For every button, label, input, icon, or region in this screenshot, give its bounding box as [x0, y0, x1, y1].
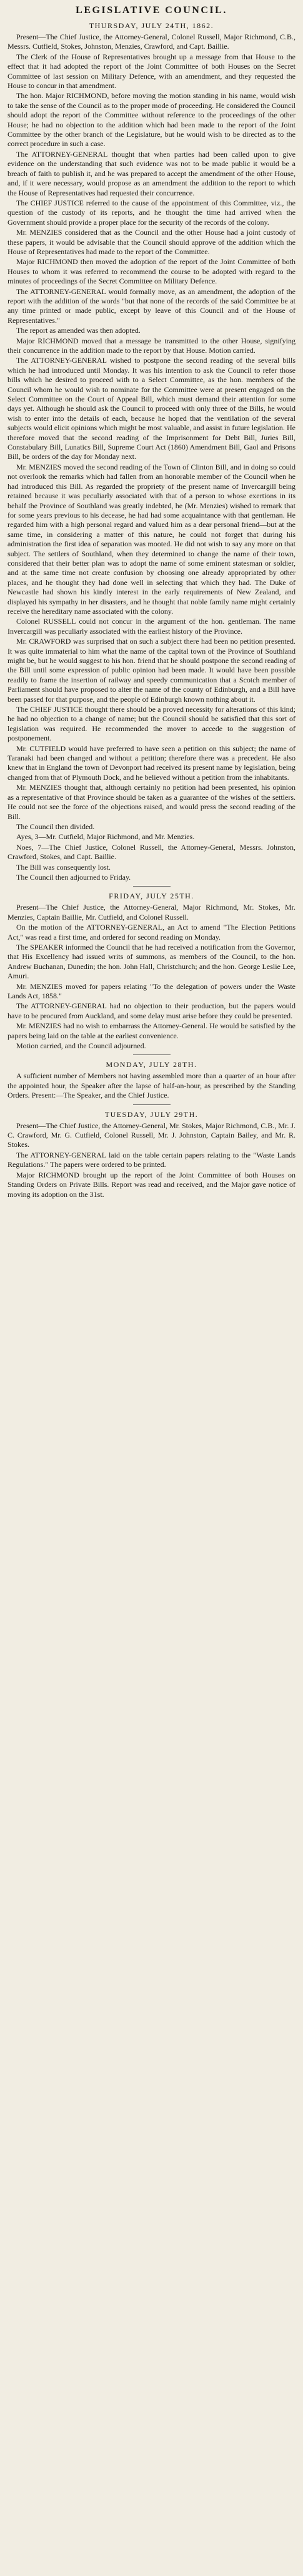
proceedings-paragraph: Noes, 7—The Chief Justice, Colonel Russell, the Attorney-General, Messrs. Johnston, Crawford, Stokes, and Capt. Baillie.: [7, 842, 296, 862]
proceedings-paragraph: Motion carried, and the Council adjourned.: [16, 1041, 146, 1051]
proceedings-paragraph: The Council then adjourned to Friday.: [16, 872, 131, 882]
proceedings-paragraph: Mr. MENZIES moved the second reading of the Town of Clinton Bill, and in doing so could not overlook the remarks which had fallen from an honorable member of the Council when he had introduced this Bill. As regarded the propriety of the present name of Invercargill being retained because it was peculiarly associated with that of a person to whose exertions in its behalf the Province of Southland was greatly indebted, he (Mr. Menzies) wished to remark that for some years previous to his decease, he had had some acquaintance with that gentleman. He regarded him with a high personal regard and valued him as a dear personal friend—but at the same time, in considering a matter of this nature, he could not forget that during his administration the first idea of separation was mooted. He did not wish to say any more on that subject. The settlers of Southland, when they determined to change the name of their town, considered that their better plan was to adopt the name of some eminent statesman or soldier, and at the same time not create confusion by choosing one already appropriated by other places, and he thought they had done well in selecting that which they had. The Duke of Newcastle had shown his kindly interest in the early requirements of New Zealand, and displayed his sympathy in her disasters, and he thought that noble family name might certainly receive the hereditary name associated with the colony.: [7, 462, 296, 616]
proceedings-paragraph: Mr. CRAWFORD was surprised that on such a subject there had been no petition presented. It was quite immaterial to him what the name of the capital town of the Province of Southland might be, but he would suggest to his hon. friend that he should postpone the second reading of the Bill until some expression of public opinion had been made. It would have been possible readily to frame the insertion of railway and speedy communication that a Scotch member of Parliament should have proposed to alter the name of the county of Edinburgh, and a Bill have been passed for that purpose, and the people of Edinburgh known nothing about it.: [7, 637, 296, 704]
proceedings-paragraph: Present—The Chief Justice, the Attorney-General, Colonel Russell, Major Richmond, C.B., Messrs. Cutfield, Stokes, Johnston, Menzies, Crawford, and Capt. Baillie.: [7, 32, 296, 51]
sitting-section: [7, 892, 296, 1051]
section-divider: [133, 886, 171, 887]
proceedings-paragraph: The SPEAKER informed the Council that he had received a notification from the Governor, that His Excellency had issued writs of summons, as members of the Council, to the hon. Andrew Buchanan, Dunedin; the hon. John Hall, Christchurch; and the hon. George Leslie Lee, Amuri.: [7, 942, 296, 981]
section-divider: [133, 1054, 171, 1055]
sitting-section: [7, 1060, 296, 1100]
proceedings-paragraph: Mr. MENZIES moved for papers relating "To the delegation of powers under the Waste Lands Act, 1858.": [7, 981, 296, 1000]
proceedings-paragraph: The Council then divided.: [16, 822, 95, 831]
proceedings-paragraph: Present—The Chief Justice, the Attorney-General, Mr. Stokes, Major Richmond, C.B., Mr. J. C. Crawford, Mr. G. Cutfield, Colonel Russell, Mr. J. Johnston, Captain Bailey, and Mr. R. Stokes.: [7, 1121, 296, 1149]
proceedings-paragraph: Mr. CUTFIELD would have preferred to have seen a petition on this subject; the name of Taranaki had been changed and without a petition; therefore there was a precedent. He also knew that in England the town of Devonport had received its present name by legislation, being changed from that of Plymouth Dock, and he believed without a petition from the inhabitants.: [7, 744, 296, 782]
section-divider: [133, 1104, 171, 1105]
sitting-date-heading: THURSDAY, JULY 24TH, 1862.: [89, 21, 214, 30]
proceedings-paragraph: On the motion of the ATTORNEY-GENERAL, an Act to amend "The Election Petitions Act," was read a first time, and ordered for second reading on Monday.: [7, 923, 296, 941]
proceedings-paragraph: The CHIEF JUSTICE thought there should be a proved necessity for alterations of this kind; he had no objection to a change of name; but the Council should be satisfied that this sort of legislation was required. He recommended the mover to accede to the suggestion of postponement.: [7, 705, 296, 743]
masthead-title: LEGISLATIVE COUNCIL.: [76, 5, 227, 16]
proceedings-paragraph: The CHIEF JUSTICE referred to the cause of the appointment of this Committee, viz., the question of the custody of its reports, and he thought the time had arrived when the Government should provide a proper place for the security of the records of the colony.: [7, 198, 296, 227]
proceedings-paragraph: Colonel RUSSELL could not concur in the argument of the hon. gentleman. The name Invercargill was peculiarly associated with the earliest history of the Province.: [7, 617, 296, 636]
sitting-date-heading: TUESDAY, JULY 29TH.: [104, 1109, 199, 1119]
proceedings-paragraph: Major RICHMOND then moved the adoption of the report of the Joint Committee of both Houses to whom it was referred to recommend the course to be adopted with regard to the minutes of proceedings of the Secret Committee on Military Defence.: [7, 257, 296, 286]
proceedings-paragraph: Ayes, 3—Mr. Cutfield, Major Richmond, and Mr. Menzies.: [16, 832, 195, 842]
proceedings-paragraph: The hon. Major RICHMOND, before moving the motion standing in his name, would wish to take the sense of the Council as to the proper mode of proceeding. He considered the Council should adopt the report of the Committee without reference to the proceedings of the other House; he had no objection to the addition which had been made to the report of the Joint Committee by the other branch of the Legislature, but he would wish to be directed as to the correct procedure in such a case.: [7, 91, 296, 149]
proceedings: [7, 21, 296, 1199]
proceedings-paragraph: Major RICHMOND brought up the report of the Joint Committee of both Houses on Standing Orders on Private Bills. Report was read and received, and the Major gave notice of moving its adoption on the 31st.: [7, 1170, 296, 1199]
proceedings-paragraph: The Bill was consequently lost.: [16, 862, 111, 872]
proceedings-paragraph: Present—The Chief Justice, the Attorney-General, Major Richmond, Mr. Stokes, Mr. Menzies, Captain Baillie, Mr. Cutfield, and Colonel Russell.: [7, 903, 296, 922]
proceedings-paragraph: Major RICHMOND moved that a message be transmitted to the other House, signifying their concurrence in the addition made to the report by that House. Motion carried.: [7, 336, 296, 355]
sitting-date-heading: MONDAY, JULY 28TH.: [106, 1060, 197, 1069]
proceedings-paragraph: The ATTORNEY-GENERAL laid on the table certain papers relating to the "Waste Lands Regulations." The papers were ordered to be printed.: [7, 1150, 296, 1169]
proceedings-paragraph: The ATTORNEY-GENERAL thought that when parties had been called upon to give evidence on the understanding that such evidence was not to be made public it would be a breach of faith to publish it, and he was prepared to accept the amendment of the other House, and, if it were necessary, would propose as an amendment the addition to the report to which the House of Representatives had requested their concurrence.: [7, 149, 296, 197]
sitting-date-heading: FRIDAY, JULY 25TH.: [109, 892, 194, 901]
proceedings-paragraph: The Clerk of the House of Representatives brought up a message from that House to the effect that it had adopted the report of the Joint Committee of both Houses on the Secret Committee of last session on Military Defence, with an amendment, and they requested the House to concur in that amendment.: [7, 52, 296, 91]
proceedings-paragraph: A sufficient number of Members not having assembled more than a quarter of an hour after the appointed hour, the Speaker after the lapse of half-an-hour, as prescribed by the Standing Orders. Present:—The Speaker, and the Chief Justice.: [7, 1071, 296, 1100]
proceedings-paragraph: Mr. MENZIES considered that as the Council and the other House had a joint custody of these papers, it would be advisable that the Council should approve of the addition which the House of Representatives had made to the report of the Committee.: [7, 228, 296, 256]
proceedings-paragraph: The report as amended was then adopted.: [16, 326, 141, 335]
proceedings-paragraph: The ATTORNEY-GENERAL would formally move, as an amendment, the adoption of the report with the addition of the words "but that none of the records of the said Committee be at any time printed or made public, except by leave of this Council and of the House of Representatives.": [7, 287, 296, 325]
sitting-section: [7, 1110, 296, 1199]
proceedings-paragraph: The ATTORNEY-GENERAL had no objection to their production, but the papers would have to be procured from Auckland, and some delay must arise before they could be presented.: [7, 1001, 296, 1020]
proceedings-paragraph: Mr. MENZIES thought that, although certainly no petition had been presented, his opinion as a representative of that Province should be taken as a guarantee of the wishes of the settlers. He could not see the force of the objections raised, and would press the second reading of the Bill.: [7, 783, 296, 821]
sitting-section: [7, 21, 296, 882]
proceedings-paragraph: Mr. MENZIES had no wish to embarrass the Attorney-General. He would be satisfied by the papers being laid on the table at the earliest convenience.: [7, 1021, 296, 1040]
proceedings-paragraph: The ATTORNEY-GENERAL wished to postpone the second reading of the several bills which he had introduced until Monday. It was his intention to ask the Council to refer those bills which he desired to proceed with to a Select Committee, as the hon. members of the Council whom he would wish to nominate for the Committee were at present engaged on the Select Committee on the Court of Appeal Bill, which must demand their attention for some days yet. Although he should ask the Council to proceed with only three of the Bills, he would wish to enter into the details of each, because he hoped that the ventilation of the several subjects would elicit opinions which might be most valuable, and assist in future legislation. He therefore moved that the second reading of the Imprisonment for Debt Bill, Juries Bill, Constabulary Bill, Lunatics Bill, Supreme Court Act (1860) Amendment Bill, Gaol and Prisons Bill, be orders of the day for Monday next.: [7, 356, 296, 461]
